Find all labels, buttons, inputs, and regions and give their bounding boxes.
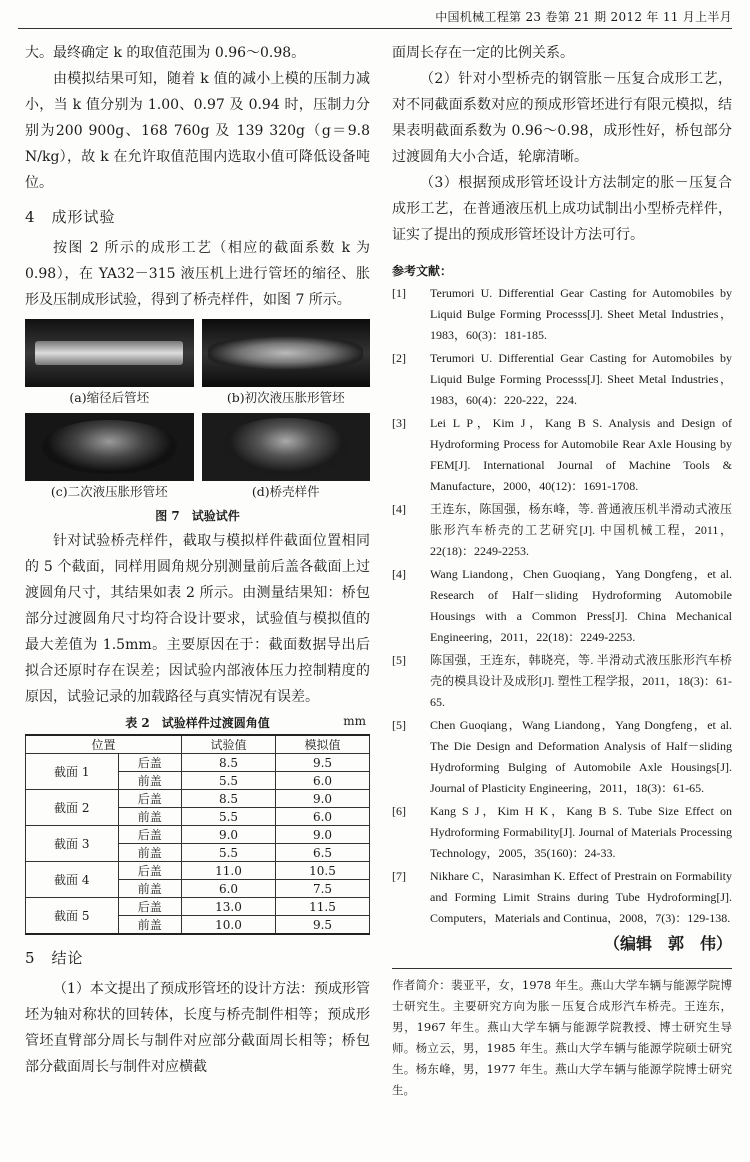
- paragraph: （2）针对小型桥壳的钢管胀－压复合成形工艺，对不同截面系数对应的预成形管坯进行有限元模拟，结果表明截面系数为 0.96～0.98，成形性好，桥包部分过渡圆角大小合适，轮廓清晰。: [392, 71, 732, 165]
- reference-text: Wang Liandong，Chen Guoqiang，Yang Dongfeng，et al. Research of Half－sliding Hydroforming Automobile Housings with a Common Press[J]. China Mechanical Engineering，2011，22(18)：2249-2253.: [430, 567, 732, 644]
- reference-item: [392, 715, 732, 799]
- reference-text: Lei L P，Kim J，Kang B S. Analysis and Design of Hydroforming Process for Automobile Rear Axle Housing by FEM[J]. International Journal of Machine Tools & Manufacture，2000，40(12)：1691-1708.: [430, 416, 732, 493]
- figure-panel-a: [25, 319, 194, 411]
- table-cell: 13.0: [182, 898, 276, 916]
- reference-item: [392, 866, 732, 929]
- reference-text: Chen Guoqiang，Wang Liandong，Yang Dongfeng，et al. The Die Design and Deformation Analysis of Half－sliding Hydroforming Bulging of Automobile Axle Housings[J]. Journal of Plasticity Engineering，2011，18(3)：61-65.: [430, 718, 732, 795]
- left-column: [25, 40, 370, 1080]
- figure-caption: (c)二次液压胀形管坯: [50, 484, 168, 499]
- table-header: 模拟值: [276, 735, 370, 754]
- table-cell: 6.0: [276, 772, 370, 790]
- table-cell: 5.5: [182, 844, 276, 862]
- table-cell: 前盖: [118, 916, 182, 935]
- reference-text: Nikhare C，Narasimhan K. Effect of Prestrain on Formability and Forming Limit Strains during Tube Hydroforming[J]. Computers，Materials and Continua，2008，7(3)：129-138.: [430, 869, 732, 925]
- photo-first-bulge: [202, 319, 371, 387]
- table-row: [26, 754, 370, 772]
- table-cell: 11.5: [276, 898, 370, 916]
- references-list: [392, 283, 732, 929]
- reference-number: [2]: [392, 351, 406, 365]
- table-cell: 前盖: [118, 844, 182, 862]
- reference-number: [6]: [392, 804, 406, 818]
- figure-panel-d: [202, 413, 371, 505]
- figure-caption: (a)缩径后管坯: [69, 390, 150, 405]
- photo-reduced-tube: [25, 319, 194, 387]
- bio-rule: [392, 968, 732, 969]
- paragraph: 按图 2 所示的成形工艺（相应的截面系数 k 为 0.98），在 YA32－315 液压机上进行管坯的缩径、胀形及压制成形试验，得到了桥壳样件，如图 7 所示。: [25, 240, 370, 308]
- right-column: [392, 40, 732, 1101]
- table-row: [26, 790, 370, 808]
- reference-item: [392, 348, 732, 411]
- table-cell: 5.5: [182, 772, 276, 790]
- table-title-text: 表 2 试验样件过渡圆角值: [125, 716, 270, 730]
- table-cell: 后盖: [118, 790, 182, 808]
- table-body: [26, 754, 370, 935]
- table-cell: 前盖: [118, 772, 182, 790]
- reference-number: [5]: [392, 653, 406, 667]
- running-header: 中国机械工程第 23 卷第 21 期 2012 年 11 月上半月: [435, 10, 732, 24]
- figure-caption: (d)桥壳样件: [251, 484, 320, 499]
- table-cell: 9.0: [182, 826, 276, 844]
- table-cell-section: 截面 1: [26, 754, 119, 790]
- table-cell: 9.5: [276, 754, 370, 772]
- table-cell-section: 截面 2: [26, 790, 119, 826]
- photo-second-bulge: [25, 413, 194, 481]
- table-cell: 11.0: [182, 862, 276, 880]
- table-unit: mm: [343, 714, 366, 728]
- table-cell: 后盖: [118, 898, 182, 916]
- reference-item: [392, 801, 732, 864]
- reference-text: 陈国强，王连东，韩晓亮，等. 半滑动式液压胀形汽车桥壳的模具设计及成形[J]. 塑性工程学报，2011，18(3)：61-65.: [430, 653, 732, 709]
- table-cell: 10.0: [182, 916, 276, 935]
- reference-number: [3]: [392, 416, 406, 430]
- reference-number: [1]: [392, 286, 406, 300]
- table-cell: 7.5: [276, 880, 370, 898]
- table-cell-section: 截面 4: [26, 862, 119, 898]
- reference-text: Kang S J，Kim H K，Kang B S. Tube Size Effect on Hydroforming Formability[J]. Journal of Materials Processing Technology，2005，35(160)：24-33.: [430, 804, 732, 860]
- paragraph: （3）根据预成形管坯设计方法制定的胀－压复合成形工艺，在普通液压机上成功试制出小型桥壳样件，证实了提出的预成形管坯设计方法可行。: [392, 175, 732, 243]
- reference-text: Terumori U. Differential Gear Casting for Automobiles by Liquid Bulge Forming Processs[J]. Sheet Metal Industries，1983，60(3)：181-185.: [430, 286, 732, 342]
- table-row: [26, 826, 370, 844]
- table-cell-section: 截面 5: [26, 898, 119, 935]
- paragraph: 大。最终确定 k 的取值范围为 0.96～0.98。: [25, 45, 306, 61]
- paragraph: 由模拟结果可知，随着 k 值的减小上模的压制力减小，当 k 值分别为 1.00、0.97 及 0.94 时，压制力分别为200 900g、168 760g 及 139 320g（g＝9.8 N/kg），故 k 在允许取值范围内选取小值可降低设备吨位。: [25, 71, 370, 191]
- table-cell: 9.5: [276, 916, 370, 935]
- table-cell: 8.5: [182, 754, 276, 772]
- table-cell: 9.0: [276, 790, 370, 808]
- paragraph: 针对试验桥壳样件，截取与模拟样件截面位置相同的 5 个截面，同样用圆角规分别测量前后盖各截面上过渡圆角尺寸，其结果如表 2 所示。由测量结果知：桥包部分过渡圆角尺寸均符合设计要求，试验值与模拟值的最大差值为 1.5mm。主要原因在于：截面数据导出后拟合还原时存在误差；因试验内部液体压力控制精度的原因，试验记录的加载路径与真实情况有误差。: [25, 533, 370, 705]
- table-cell: 6.0: [276, 808, 370, 826]
- table-cell: 前盖: [118, 808, 182, 826]
- table-cell: 6.5: [276, 844, 370, 862]
- reference-item: [392, 499, 732, 562]
- reference-item: [392, 650, 732, 713]
- reference-item: [392, 564, 732, 648]
- figure-caption: (b)初次液压胀形管坯: [226, 390, 345, 405]
- table-title: [25, 714, 370, 731]
- photo-axle-housing-sample: [202, 413, 371, 481]
- table-cell: 前盖: [118, 880, 182, 898]
- reference-item: [392, 413, 732, 497]
- table-cell: 9.0: [276, 826, 370, 844]
- header-rule: [18, 28, 732, 29]
- references-title: 参考文献：: [392, 264, 453, 278]
- reference-text: Terumori U. Differential Gear Casting for Automobiles by Liquid Bulge Forming Processs[J]. Sheet Metal Industries，1983，60(4)：220-222，224.: [430, 351, 732, 407]
- table-row: [26, 862, 370, 880]
- figure-7: [25, 319, 370, 505]
- table-row: [26, 898, 370, 916]
- reference-number: [4]: [392, 502, 406, 516]
- table-cell: 10.5: [276, 862, 370, 880]
- table-cell: 5.5: [182, 808, 276, 826]
- paragraph: （1）本文提出了预成形管坯的设计方法：预成形管坯为轴对称状的回转体，长度与桥壳制件相等；预成形管坯直臂部分周长与制件对应部分截面周长相等；桥包部分截面周长与制件对应横截: [25, 981, 370, 1075]
- paragraph: 面周长存在一定的比例关系。: [392, 45, 574, 61]
- reference-number: [7]: [392, 869, 406, 883]
- reference-text: 王连东，陈国强，杨东峰，等. 普通液压机半滑动式液压胀形汽车桥壳的工艺研究[J]. 中国机械工程，2011，22(18)：2249-2253.: [430, 502, 732, 558]
- editor-note: （编辑 郭 伟）: [603, 934, 732, 953]
- figure-title: 图 7 试验试件: [155, 509, 240, 523]
- table-cell: 8.5: [182, 790, 276, 808]
- table-cell: 后盖: [118, 826, 182, 844]
- reference-item: [392, 283, 732, 346]
- section-heading-4: 4 成形试验: [25, 208, 116, 226]
- reference-number: [4]: [392, 567, 406, 581]
- figure-panel-b: [202, 319, 371, 411]
- table-cell: 后盖: [118, 754, 182, 772]
- fillet-table: [25, 734, 370, 935]
- table-header: 试验值: [182, 735, 276, 754]
- table-cell: 后盖: [118, 862, 182, 880]
- table-cell-section: 截面 3: [26, 826, 119, 862]
- figure-panel-c: [25, 413, 194, 505]
- reference-number: [5]: [392, 718, 406, 732]
- table-cell: 6.0: [182, 880, 276, 898]
- table-header: 位置: [26, 735, 182, 754]
- section-heading-5: 5 结论: [25, 949, 84, 967]
- author-bio: 作者简介：裴亚平，女，1978 年生。燕山大学车辆与能源学院博士研究生。主要研究方向为胀－压复合成形汽车桥壳。王连东，男，1967 年生。燕山大学车辆与能源学院教授、博士研究生导师。杨立云，男，1985 年生。燕山大学车辆与能源学院硕士研究生。杨东峰，男，1977 年生。燕山大学车辆与能源学院博士研究生。: [392, 978, 732, 1097]
